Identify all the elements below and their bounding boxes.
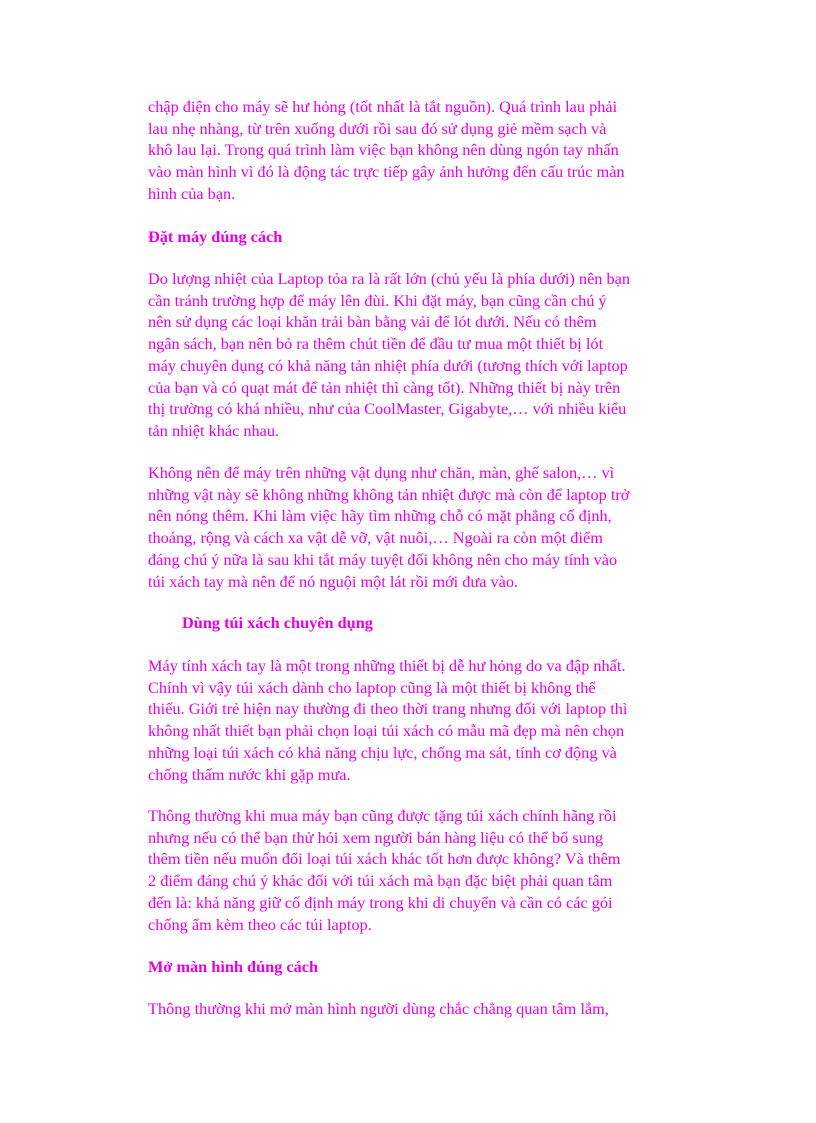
section-2-paragraph-1 <box>148 655 688 785</box>
text-line: Chính vì vậy túi xách dành cho laptop cũng là một thiết bị không thể <box>148 677 596 697</box>
text-line: chống ẩm kèm theo các túi laptop. <box>148 914 372 934</box>
section-1-paragraph-1 <box>148 268 688 442</box>
text-line: nên nóng thêm. Khi làm việc hãy tìm những chỗ có mặt phẳng cố định, <box>148 506 612 526</box>
text-line: cần tránh trường hợp để máy lên đùi. Khi đặt máy, bạn cũng cần chú ý <box>148 290 607 310</box>
text-line: thêm tiền nếu muốn đổi loại túi xách khác tốt hơn được không? Và thêm <box>148 849 621 869</box>
text-line: đến là: khả năng giữ cố định máy trong khi di chuyển và cần có các gói <box>148 892 613 912</box>
text-line: Máy tính xách tay là một trong những thiết bị dễ hư hỏng do va đập nhất. <box>148 656 626 675</box>
text-line: lau nhẹ nhàng, từ trên xuống dưới rồi sau đó sử dụng giẻ mềm sạch và <box>148 118 607 138</box>
text-line: hình của bạn. <box>148 183 236 203</box>
text-line: khô lau lại. Trong quá trình làm việc bạn không nên dùng ngón tay nhấn <box>148 140 619 160</box>
section-heading-dat-may: Đặt máy đúng cách <box>148 227 283 246</box>
section-3-paragraph-1 <box>148 998 688 1020</box>
section-heading-tui-xach: Dùng túi xách chuyên dụng <box>182 613 373 632</box>
text-line: Thông thường khi mua máy bạn cũng được tặng túi xách chính hãng rồi <box>148 806 617 825</box>
text-line: không nhất thiết bạn phải chọn loại túi xách có mẫu mã đẹp mà nên chọn <box>148 721 625 741</box>
text-line: chống thấm nước khi gặp mưa. <box>148 764 351 784</box>
text-line: những loại túi xách có khả năng chịu lực, chống ma sát, tính cơ động và <box>148 742 617 762</box>
text-line: nên sử dụng các loại khăn trải bàn bằng vải để lót dưới. Nếu có thêm <box>148 312 597 332</box>
text-line: thiếu. Giới trẻ hiện nay thường đi theo thời trang nhưng đối với laptop thì <box>148 699 628 719</box>
text-line: Không nên để máy trên những vật dụng như chăn, màn, ghế salon,… vì <box>148 463 615 482</box>
text-line: máy chuyên dụng có khả năng tản nhiệt phía dưới (tương thích với laptop <box>148 355 628 375</box>
text-line: tản nhiệt khác nhau. <box>148 420 280 440</box>
text-line: đáng chú ý nữa là sau khi tắt máy tuyệt đối không nên cho máy tính vào <box>148 549 618 569</box>
text-line: của bạn và có quạt mát để tản nhiệt thì càng tốt). Những thiết bị này trên <box>148 377 621 397</box>
text-line: chập điện cho máy sẽ hư hỏng (tốt nhất là tắt nguồn). Quá trình lau phải <box>148 97 618 116</box>
text-line: những vật này sẽ không những không tản nhiệt được mà còn để laptop trở <box>148 484 630 504</box>
text-line: Do lượng nhiệt của Laptop tỏa ra là rất lớn (chủ yếu là phía dưới) nên bạn <box>148 269 631 288</box>
text-line: Thông thường khi mở màn hình người dùng chắc chẳng quan tâm lắm, <box>148 999 609 1018</box>
text-line: ngân sách, bạn nên bỏ ra thêm chút tiền để đầu tư mua một thiết bị lót <box>148 334 604 354</box>
section-2-paragraph-2 <box>148 805 688 935</box>
section-1-paragraph-2 <box>148 462 688 592</box>
text-line: thoáng, rộng và cách xa vật dễ vỡ, vật nuôi,… Ngoài ra còn một điểm <box>148 528 603 548</box>
text-line: nhưng nếu có thể bạn thử hỏi xem người bán hàng liệu có thể bổ sung <box>148 827 604 847</box>
text-line: vào màn hình vì đó là động tác trực tiếp gây ảnh hưởng đến cấu trúc màn <box>148 162 625 182</box>
text-line: thị trường có khá nhiều, như của CoolMaster, Gigabyte,… với nhiều kiểu <box>148 399 627 419</box>
section-heading-mo-man-hinh: Mở màn hình đúng cách <box>148 957 319 976</box>
intro-paragraph <box>148 96 688 205</box>
text-line: 2 điểm đáng chú ý khác đối với túi xách mà bạn đặc biệt phải quan tâm <box>148 871 613 891</box>
text-line: túi xách tay mà nên để nó nguội một lát rồi mới đưa vào. <box>148 571 519 591</box>
